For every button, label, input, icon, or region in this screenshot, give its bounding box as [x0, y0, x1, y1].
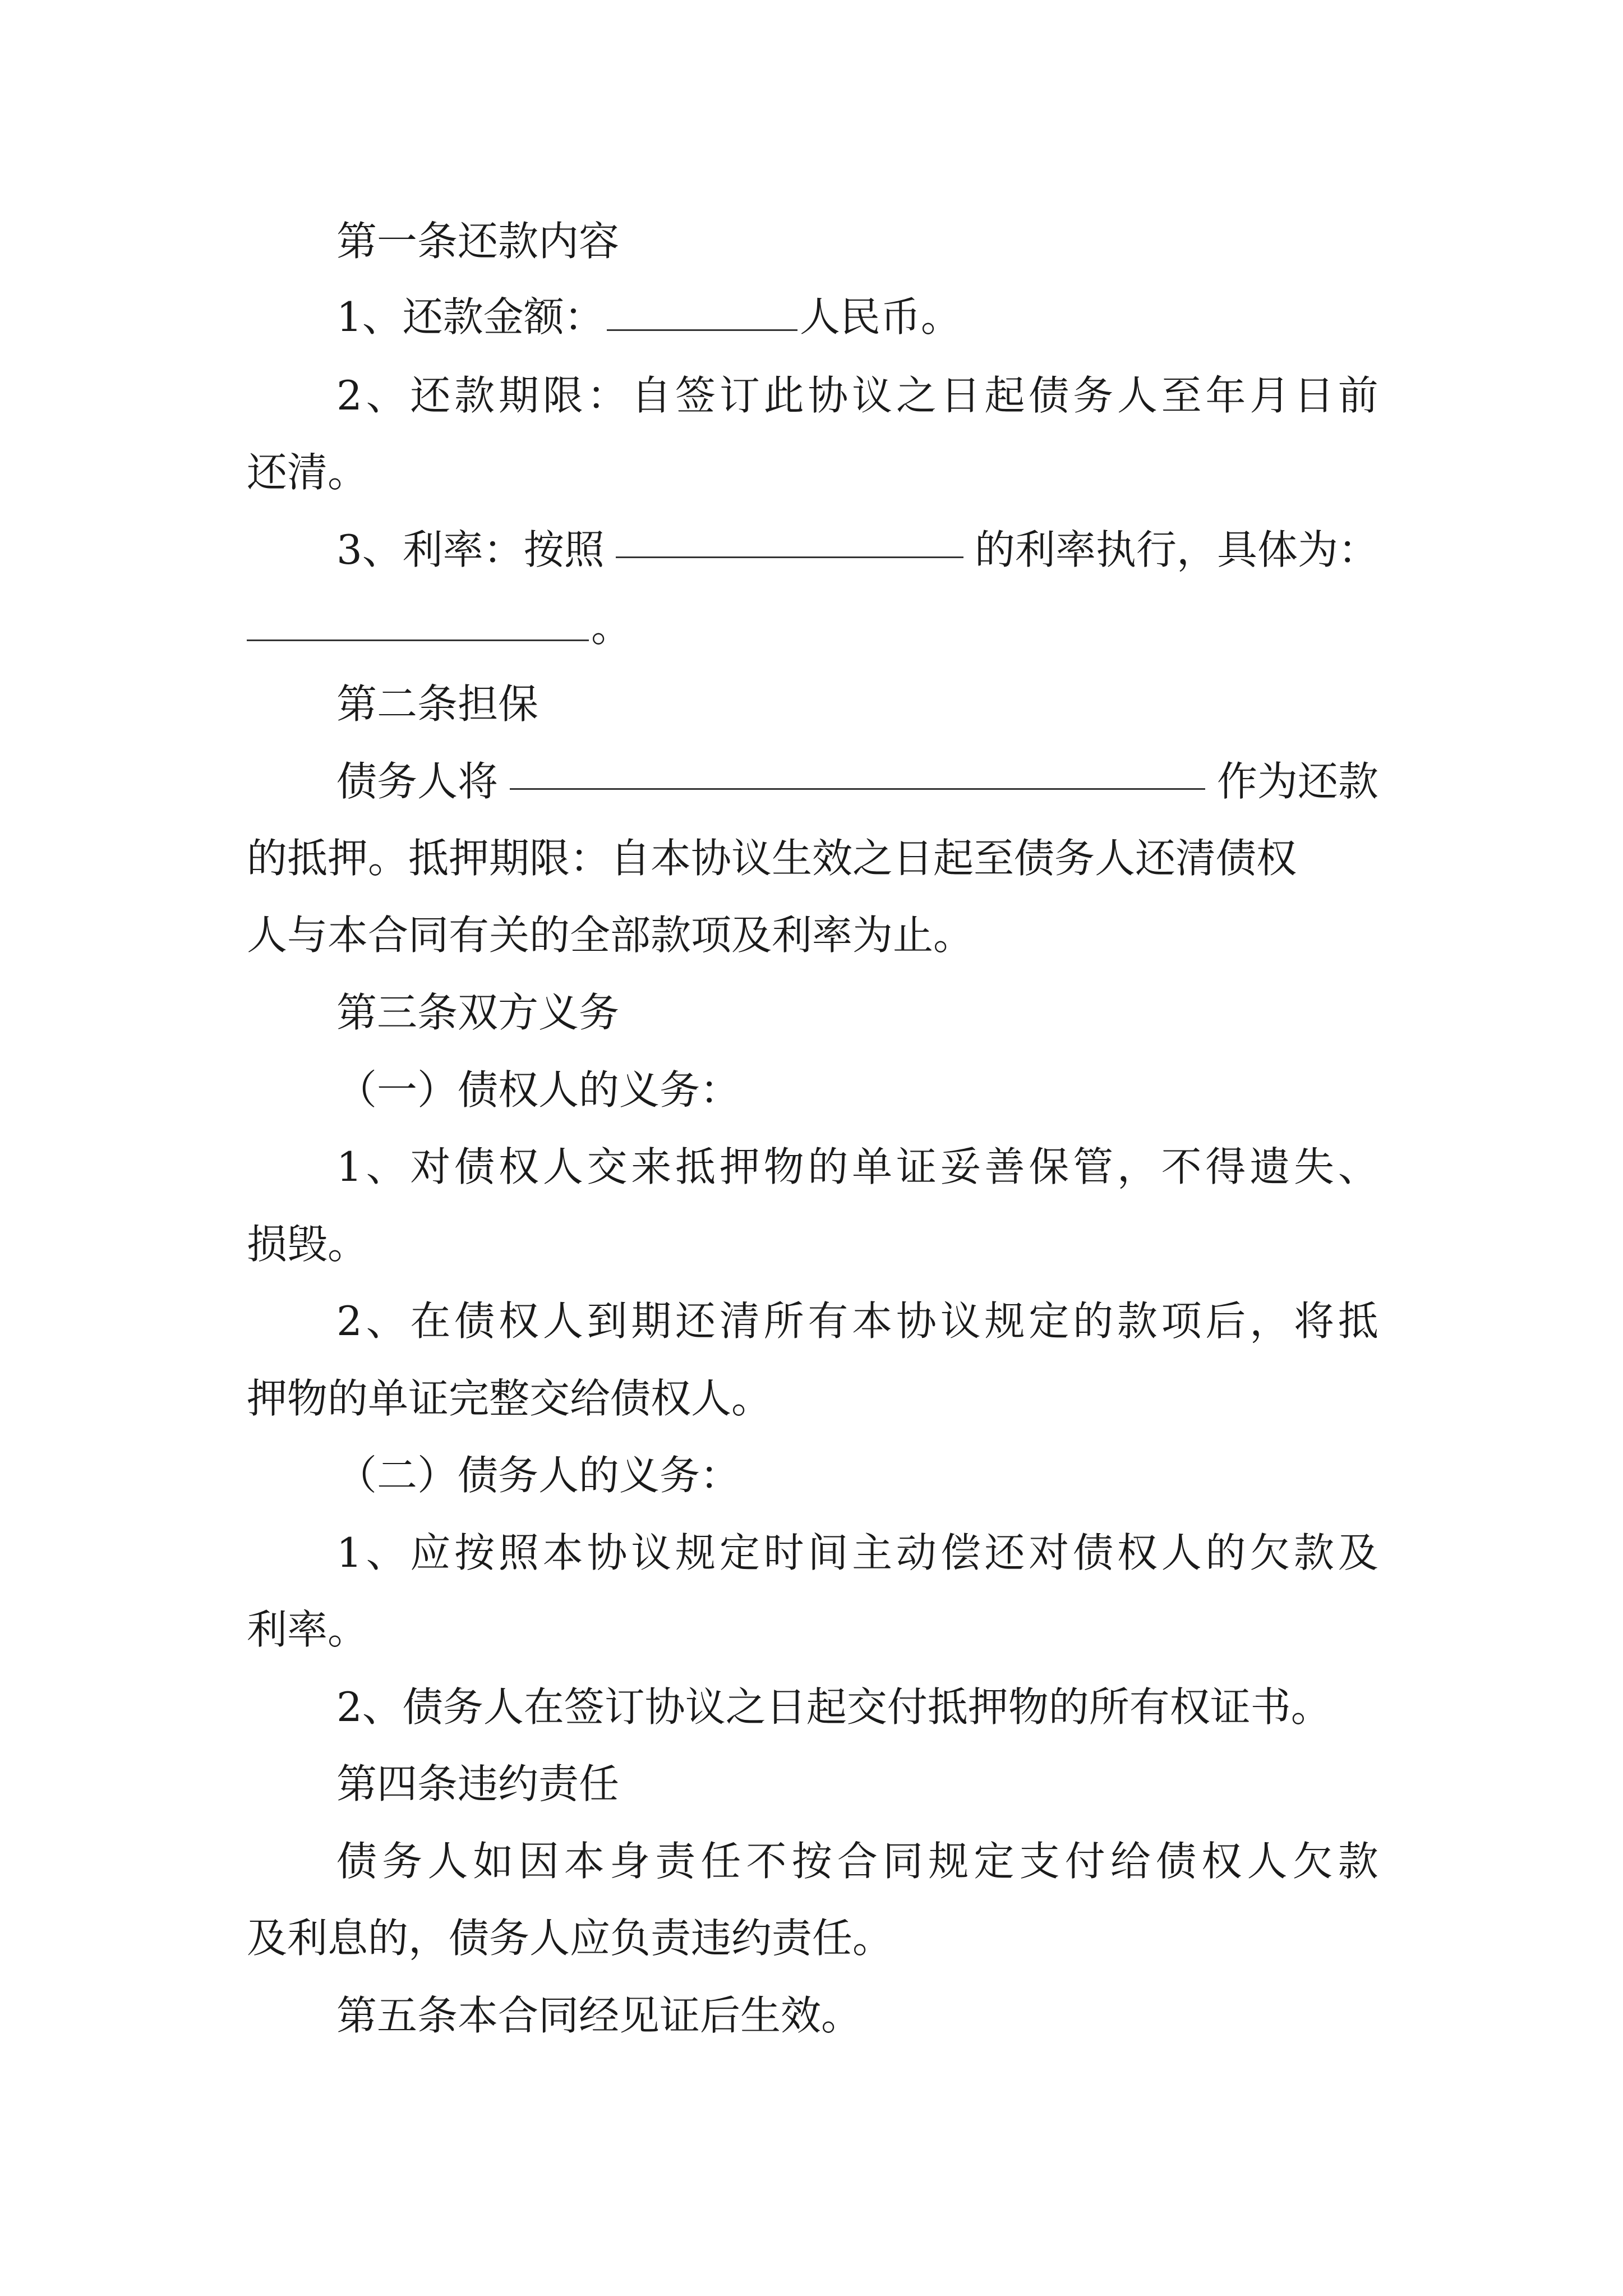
article-1-item-1	[336, 289, 961, 345]
article-1-title: 第一条还款内容	[336, 218, 620, 265]
article-2-title: 第二条担保	[336, 680, 539, 728]
creditor-obligation-2-line-1	[336, 1293, 1378, 1349]
article-5: 第五条本合同经见证后生效。	[336, 1992, 862, 2039]
article-1-item-2-line-1	[336, 367, 1378, 424]
creditor-obligations-heading: （一）债权人的义务：	[336, 1066, 741, 1114]
creditor-obligation-1-line-2: 损毁。	[247, 1221, 368, 1268]
creditor-obligation-2-line-2: 押物的单证完整交给债权人。	[247, 1375, 772, 1422]
repayment-amount-label: 1、还款金额：	[336, 293, 605, 341]
creditor-obligation-1-line-1	[336, 1139, 1378, 1195]
interest-rate-end: 。	[591, 604, 632, 651]
repayment-amount-blank	[607, 295, 797, 331]
article-1-item-3-line-1	[336, 522, 1378, 578]
interest-rate-label: 3、利率：按照	[336, 526, 605, 573]
repayment-term-text: 2 、 还 款 期 限 ： 自 签 订 此 协 议 之 日 起 债 务 人 至 年 月 日 前	[336, 372, 1378, 419]
article-4-line-1	[336, 1833, 1378, 1889]
interest-rate-detail-blank	[247, 605, 589, 641]
debtor-obligation-1-text: 1 、 应 按 照 本 协 议 规 定 时 间 主 动 偿 还 对 债 权 人 的 欠 款 及	[336, 1529, 1378, 1576]
collateral-label: 债务人将	[336, 758, 499, 805]
article-2-line-3: 人与本合同有关的全部款项及利率为止。	[247, 912, 974, 959]
interest-rate-basis-blank	[616, 522, 963, 558]
collateral-blank	[510, 753, 1205, 790]
repayment-amount-currency: 人民币。	[799, 293, 961, 341]
creditor-obligation-2-text: 2 、 在 债 权 人 到 期 还 清 所 有 本 协 议 规 定 的 款 项 后 ， 将 抵	[336, 1297, 1378, 1345]
collateral-suffix: 作为还款	[1216, 758, 1378, 805]
article-1-item-3-line-2	[247, 599, 631, 655]
article-2-line-1	[336, 753, 1378, 809]
interest-rate-suffix: 的利率执行，具体为：	[974, 526, 1378, 573]
debtor-obligation-1-line-2: 利率。	[247, 1606, 368, 1653]
article-2-line-2: 的抵押。抵押期限：自本协议生效之日起至债务人还清债权	[247, 835, 1297, 882]
debtor-obligation-2: 2、债务人在签订协议之日起交付抵押物的所有权证书。	[336, 1683, 1331, 1731]
article-3-title: 第三条双方义务	[336, 989, 620, 1036]
article-4-line-2: 及利息的，债务人应负责违约责任。	[247, 1915, 893, 1962]
article-1-item-2-line-2: 还清。	[247, 449, 368, 496]
breach-liability-text: 债 务 人 如 因 本 身 责 任 不 按 合 同 规 定 支 付 给 债 权 人 欠 款	[336, 1838, 1378, 1885]
debtor-obligations-heading: （二）债务人的义务：	[336, 1452, 741, 1499]
creditor-obligation-1-text: 1 、 对 债 权 人 交 来 抵 押 物 的 单 证 妥 善 保 管 ， 不 得 遗 失 、	[336, 1143, 1378, 1190]
debtor-obligation-1-line-1	[336, 1525, 1378, 1581]
article-4-title: 第四条违约责任	[336, 1760, 620, 1807]
